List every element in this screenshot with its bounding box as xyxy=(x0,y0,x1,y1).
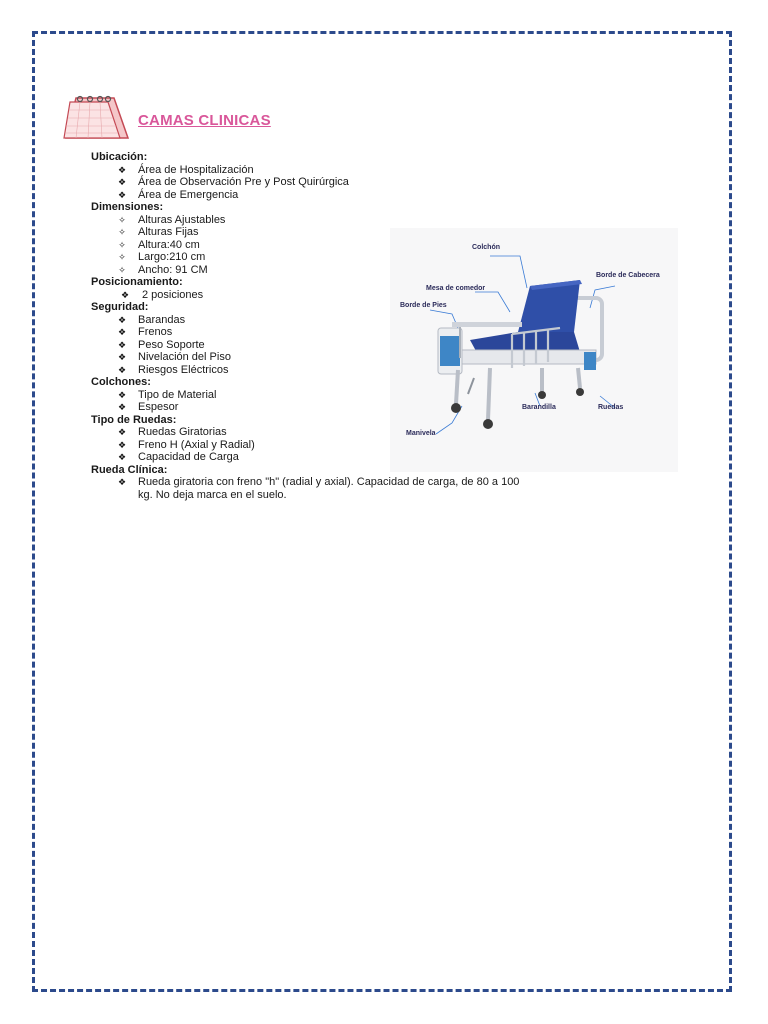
section-heading: Dimensiones: xyxy=(91,201,164,213)
list-item: ✧ Alturas Fijas xyxy=(91,226,531,239)
diamond-bullet-icon: ❖ xyxy=(117,427,127,437)
list-item: ❖ Área de Emergencia xyxy=(117,188,239,201)
star-bullet-icon: ✧ xyxy=(118,227,126,237)
list-item: ❖ Nivelación del Piso xyxy=(117,351,231,363)
hospital-bed-figure xyxy=(390,228,678,472)
section-heading: Tipo de Ruedas: xyxy=(91,413,177,426)
star-bullet-icon: ✧ xyxy=(118,239,126,250)
label-ruedas: Ruedas xyxy=(598,404,624,411)
list-item: ❖ 2 posiciones xyxy=(120,288,204,301)
diamond-bullet-icon: ❖ xyxy=(117,389,127,400)
label-colchon: Colchón xyxy=(472,244,500,251)
diamond-bullet-icon: ❖ xyxy=(117,439,127,450)
list-item: ❖ Peso Soporte xyxy=(117,338,205,351)
list-item: ❖ Frenos xyxy=(117,326,173,338)
diamond-bullet-icon: ❖ xyxy=(117,402,127,412)
diamond-bullet-icon: ❖ xyxy=(117,164,127,175)
section-ubicacion xyxy=(91,151,531,201)
label-borde-pies: Borde de Pies xyxy=(400,302,447,309)
list-item: ❖ Rueda giratoria con freno "h" (radial y axial). Capacidad de carga, de 80 a 100 kg. No deja marca en el suelo. xyxy=(117,476,520,501)
calendar-icon xyxy=(62,92,132,140)
diamond-bullet-icon: ❖ xyxy=(117,364,127,375)
label-mesa-comedor: Mesa de comedor xyxy=(426,285,486,292)
label-barandilla: Barandilla xyxy=(522,404,556,411)
page-title: CAMAS CLINICAS xyxy=(138,112,271,129)
diamond-bullet-icon: ❖ xyxy=(120,289,130,300)
section-heading: Rueda Clínica: xyxy=(91,463,168,476)
list-item: ❖ Área de Hospitalización xyxy=(117,163,254,176)
star-bullet-icon: ✧ xyxy=(118,214,126,225)
section-heading: Ubicación: xyxy=(91,151,148,163)
list-item: ❖ Espesor xyxy=(117,401,179,413)
list-item: ✧ Largo:210 cm xyxy=(91,251,531,264)
list-item: ❖ Ruedas Giratorias xyxy=(117,426,227,438)
diamond-bullet-icon: ❖ xyxy=(117,189,127,200)
diamond-bullet-icon: ❖ xyxy=(117,177,127,187)
star-bullet-icon: ✧ xyxy=(118,252,126,262)
list-item: ✧ Ancho: 91 CM xyxy=(91,264,531,277)
list-item: ✧ Altura:40 cm xyxy=(91,239,531,252)
diamond-bullet-icon: ❖ xyxy=(117,352,127,362)
label-borde-cabecera: Borde de Cabecera xyxy=(596,272,660,279)
diamond-bullet-icon: ❖ xyxy=(117,314,127,325)
diamond-bullet-icon: ❖ xyxy=(117,327,127,337)
list-item: ❖ Área de Observación Pre y Post Quirúrgica xyxy=(117,176,349,188)
star-bullet-icon: ✧ xyxy=(118,264,126,275)
label-manivela: Manivela xyxy=(406,430,436,437)
list-item: ❖ Capacidad de Carga xyxy=(117,451,239,463)
list-item: ❖ Barandas xyxy=(117,313,186,326)
list-item: ✧ Alturas Ajustables xyxy=(91,214,531,227)
diamond-bullet-icon: ❖ xyxy=(117,477,127,487)
section-heading: Colchones: xyxy=(91,376,151,388)
list-item: ❖ Tipo de Material xyxy=(117,388,217,401)
list-item: ❖ Riesgos Eléctricos xyxy=(117,363,229,376)
list-item: ❖ Freno H (Axial y Radial) xyxy=(117,438,255,451)
section-heading: Seguridad: xyxy=(91,301,149,313)
diamond-bullet-icon: ❖ xyxy=(117,339,127,350)
diamond-bullet-icon: ❖ xyxy=(117,452,127,462)
section-heading: Posicionamiento: xyxy=(91,276,183,288)
